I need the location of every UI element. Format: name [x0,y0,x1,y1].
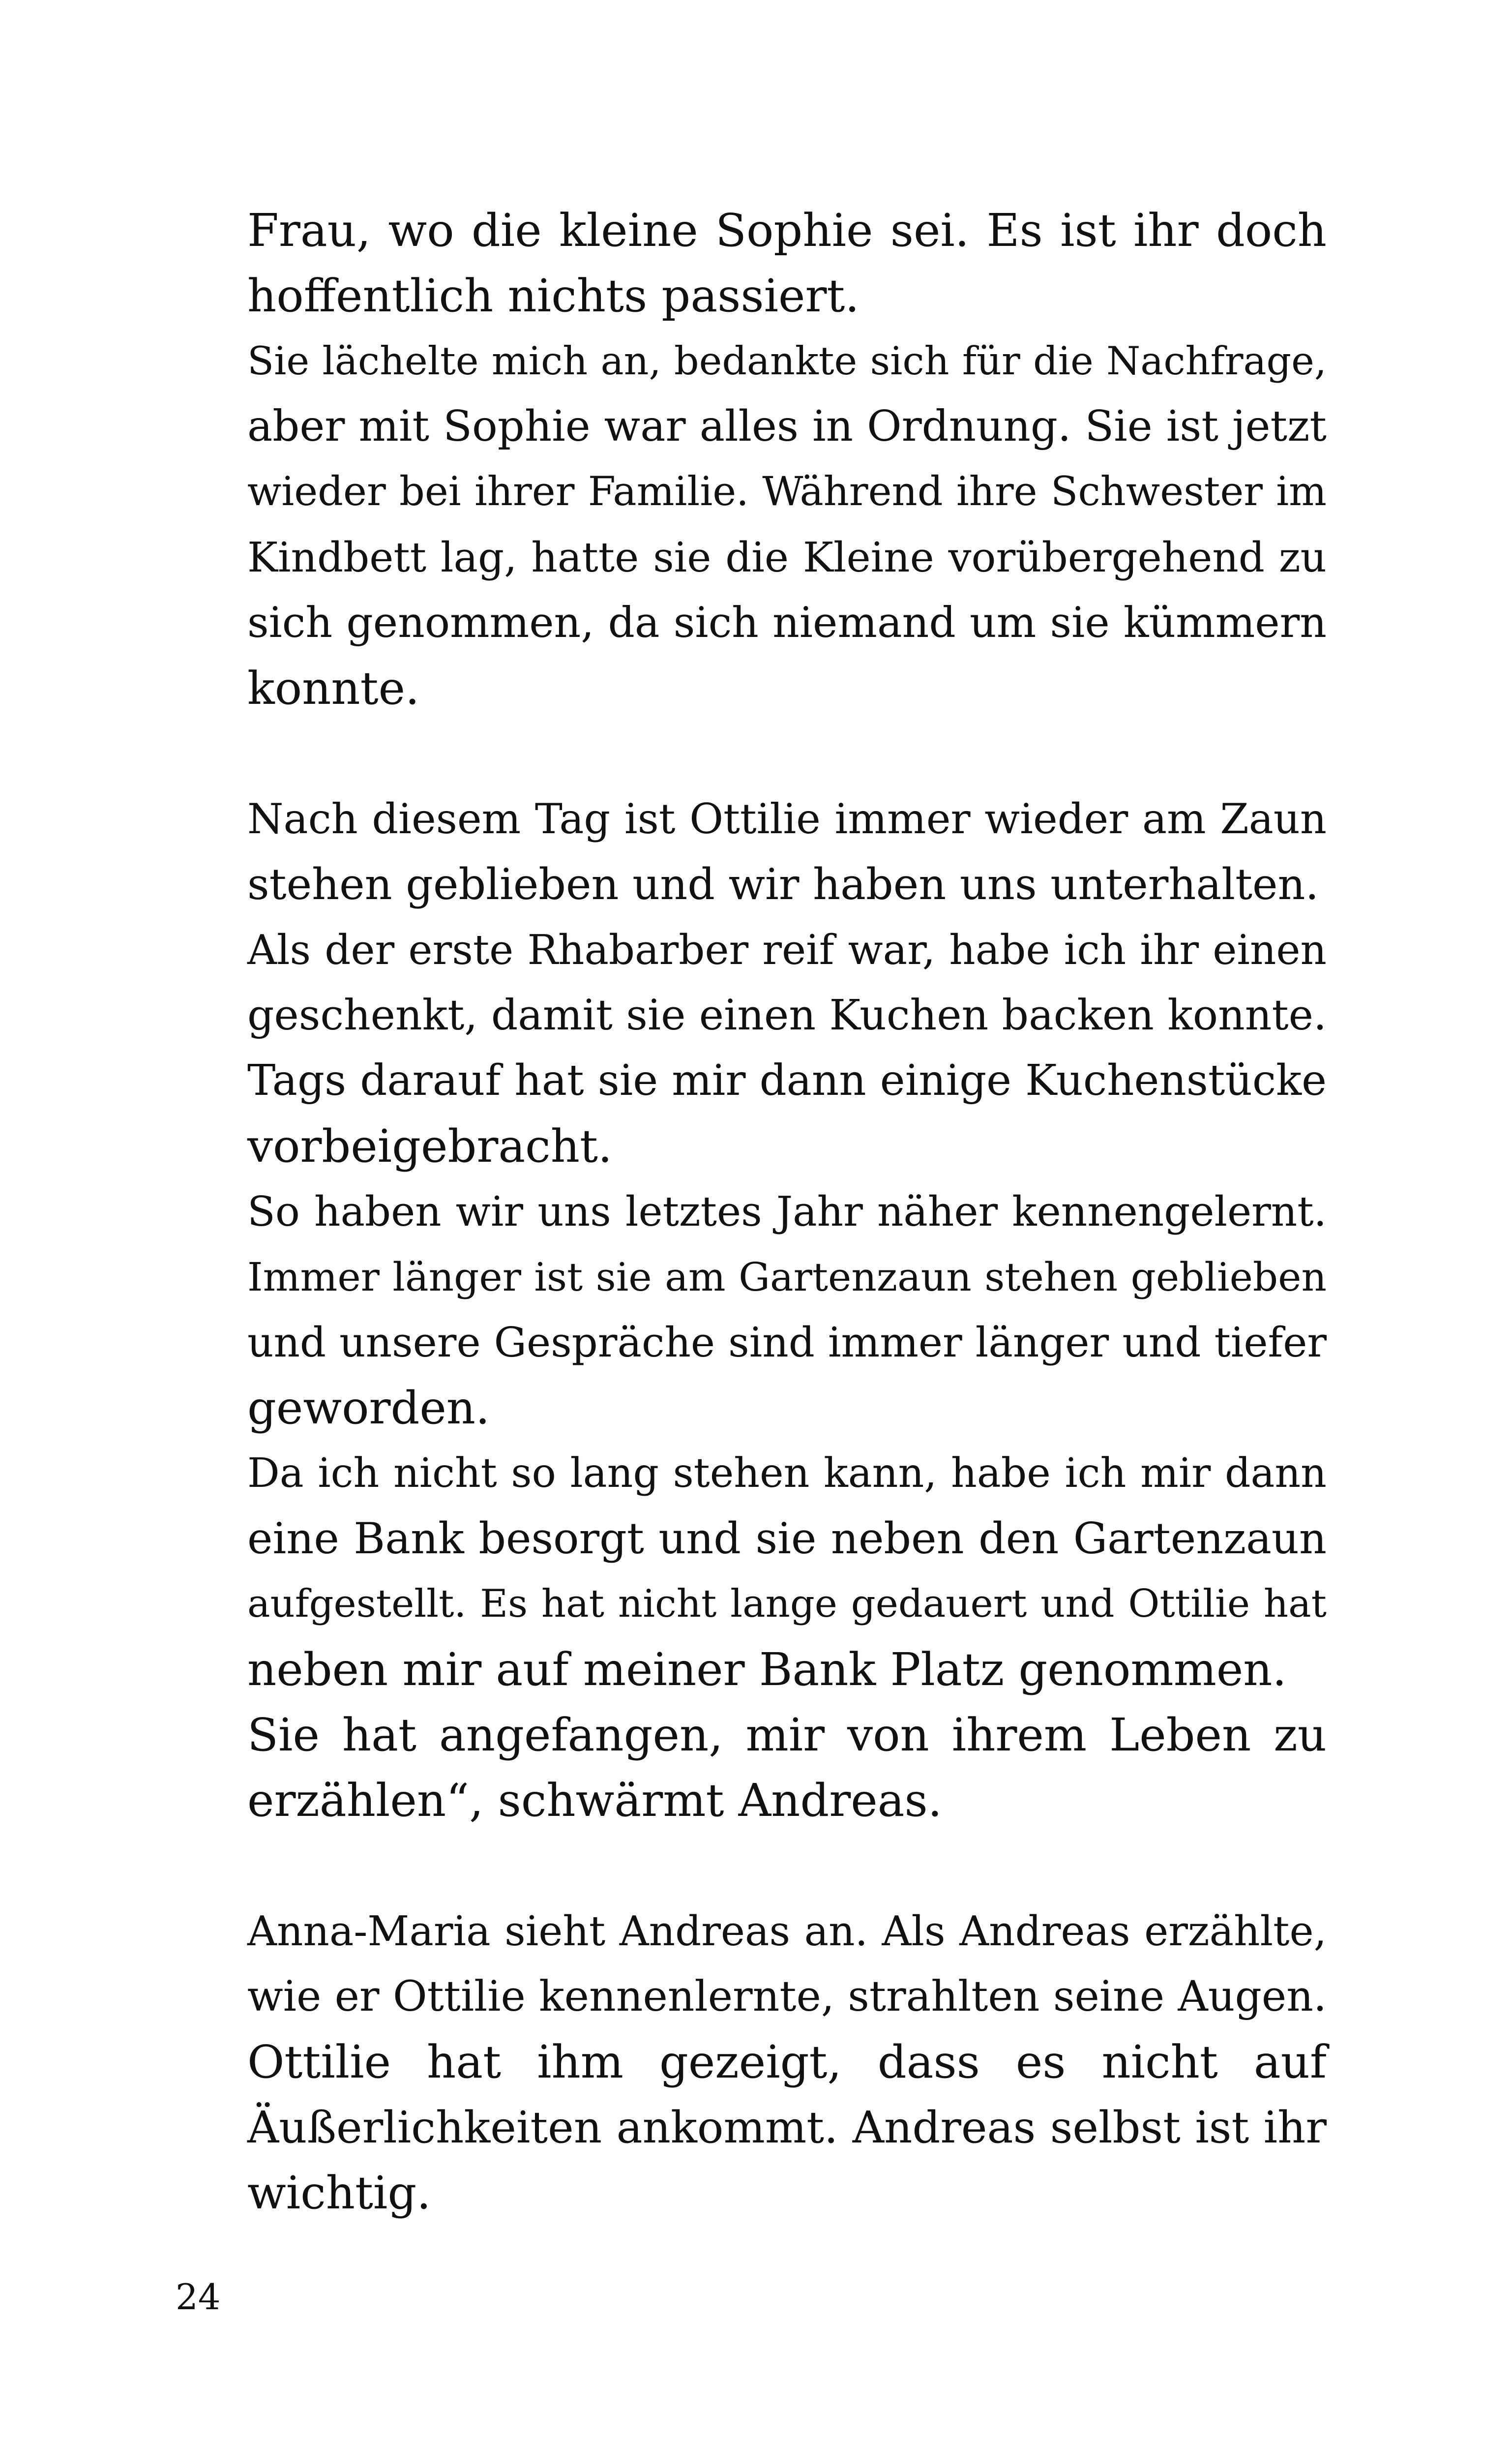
body-text [247,198,1327,2226]
paragraph [247,917,1327,1179]
text-line: Frau, wo die kleine Sophie sei. Es ist ihr doch [247,204,1327,257]
text-line: Als der erste Rhabarber reif war, habe ich ihr einen [247,926,1327,974]
text-line: neben mir auf meiner Bank Platz genommen. [247,1643,1287,1696]
text-line: aber mit Sophie war alles in Ordnung. Sie ist jetzt [247,402,1327,451]
text-line: stehen geblieben und wir haben uns unterhalten. [247,859,1319,909]
paragraph [247,198,1327,329]
text-line: erzählen“, schwärmt Andreas. [247,1774,942,1827]
text-line: Immer länger ist sie am Gartenzaun stehen geblieben [247,1254,1327,1300]
paragraph [247,329,1327,721]
paragraph [247,1179,1327,1441]
text-line: Anna-Maria sieht Andreas an. Als Andreas erzählte, [247,1907,1327,1955]
text-line: wichtig. [247,2167,431,2219]
text-line: geworden. [247,1382,490,1434]
text-line: So haben wir uns letztes Jahr näher kennengelernt. [247,1188,1327,1236]
paragraph [247,1441,1327,1702]
text-line: Nach diesem Tag ist Ottilie immer wieder am Zaun [247,795,1327,843]
paragraph-gap [247,1833,1327,1899]
paragraph [247,1702,1327,1833]
text-line: eine Bank besorgt und sie neben den Gartenzaun [247,1513,1327,1564]
text-line: sich genommen, da sich niemand um sie kümmern [247,599,1327,647]
text-line: Da ich nicht so lang stehen kann, habe ich mir dann [247,1450,1327,1497]
page-number: 24 [176,2276,221,2318]
text-line: aufgestellt. Es hat nicht lange gedauert und Ottilie hat [247,1582,1327,1626]
text-line: Kindbett lag, hatte sie die Kleine vorübergehend zu [247,534,1327,581]
text-line: geschenkt, damit sie einen Kuchen backen konnte. [247,991,1327,1040]
text-line: vorbeigebracht. [247,1120,613,1173]
paragraph [247,786,1327,917]
text-line: Tags darauf hat sie mir dann einige Kuchenstücke [247,1056,1327,1105]
text-line: Sie lächelte mich an, bedankte sich für die Nachfrage, [247,338,1327,384]
text-line: Äußerlichkeiten ankommt. Andreas selbst ist ihr [247,2102,1327,2153]
paragraph [247,1899,1327,2226]
text-line: Ottilie hat ihm gezeigt, dass es nicht auf [247,2036,1327,2088]
text-line: Sie hat angefangen, mir von ihrem Leben zu [247,1709,1327,1761]
text-line: wie er Ottilie kennenlernte, strahlten seine Augen. [247,1972,1327,2021]
text-line: konnte. [247,662,420,715]
text-line: und unsere Gespräche sind immer länger und tiefer [247,1319,1327,1366]
text-line: hoffentlich nichts passiert. [247,270,860,322]
text-line: wieder bei ihrer Familie. Während ihre Schwester im [247,469,1327,515]
paragraph-gap [247,721,1327,786]
